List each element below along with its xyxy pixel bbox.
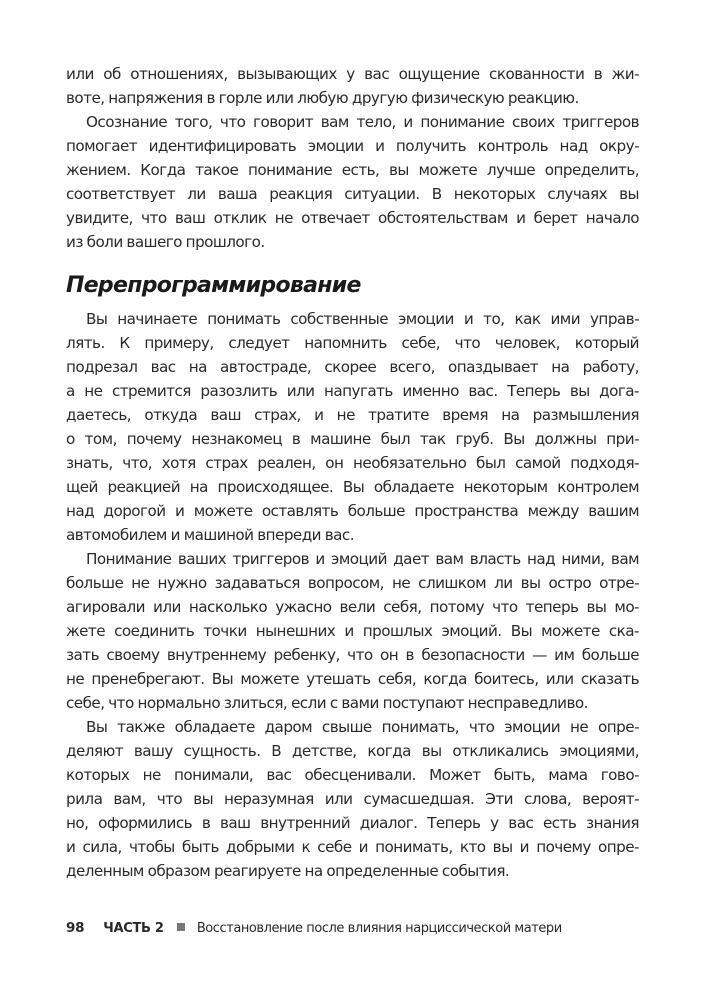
text-line: из боли вашего прошлого. [66,233,265,251]
text-line: агировали или насколько ужасно вели себя, потому что теперь вы мо- [66,598,639,616]
text-line: или об отношениях, вызывающих у вас ощущение скованности в жи- [66,65,639,83]
text-line: щей реакцией на происходящее. Вы обладаете некоторым контролем [66,478,639,496]
text-line: даетесь, откуда ваш страх, и не тратите время на размышления [66,406,639,424]
text-line: но, оформились в ваш внутренний диалог. Теперь у вас есть знания [66,814,639,832]
page-body [66,62,639,883]
text-line: рила вам, что вы неразумная или сумасшедшая. Эти слова, вероят- [66,790,639,808]
text-line: жете соединить точки нынешних и прошлых эмоций. Вы можете ска- [66,622,639,640]
text-line: знать, что, хотя страх реален, он необязательно был самой подходя- [66,454,639,472]
text-line: больше не нужно задаваться вопросом, не слишком ли вы остро отре- [66,574,639,592]
text-line: увидите, что ваш отклик не отвечает обстоятельствам и берет начало [66,209,639,227]
text-line: себе, что нормально злиться, если с вами поступают несправедливо. [66,694,588,712]
chapter-title: Восстановление после влияния нарциссической матери [196,921,562,936]
text-line: Понимание ваших триггеров и эмоций дает вам власть над ними, вам [86,550,639,568]
paragraph-4 [66,547,639,715]
section-heading: Перепрограммирование [66,273,361,298]
text-line: Вы также обладаете даром свыше понимать, что эмоции не опре- [86,718,639,736]
part-label: ЧАСТЬ 2 [103,921,164,936]
text-line: соответствует ли ваша реакция ситуации. В некоторых случаях вы [66,185,639,203]
text-line: которых не понимали, вас обесценивали. Может быть, мама гово- [66,766,639,784]
text-line: а не стремится разозлить или напугать именно вас. Теперь вы дога- [66,382,639,400]
text-line: Осознание того, что говорит вам тело, и понимание своих триггеров [86,113,639,131]
text-line: воте, напряжения в горле или любую другую физическую реакцию. [66,89,579,107]
text-line: автомобилем и машиной впереди вас. [66,526,355,544]
text-line: подрезал вас на автостраде, скорее всего, опаздывает на работу, [66,358,639,376]
page-number: 98 [66,920,85,936]
text-line: не пренебрегают. Вы можете утешать себя, когда боитесь, или сказать [66,670,639,688]
paragraph-1 [66,62,639,110]
text-line: деленным образом реагируете на определенные события. [66,862,510,880]
paragraph-2 [66,110,639,254]
text-line: деляют вашу сущность. В детстве, когда вы откликались эмоциями, [66,742,639,760]
text-line: лять. К примеру, следует напомнить себе, что человек, который [66,334,639,352]
text-line: зать своему внутреннему ребенку, что он в безопасности — им больше [66,646,639,664]
small-square-icon [177,923,185,931]
paragraph-3 [66,307,639,547]
text-line: над дорогой и можете оставлять больше пространства между вашим [66,502,639,520]
page-footer [66,917,639,937]
text-line: жением. Когда такое понимание есть, вы можете лучше определить, [66,161,639,179]
text-line: о том, почему незнакомец в машине был так груб. Вы должны при- [66,430,639,448]
text-line: и сила, чтобы быть добрыми к себе и понимать, кто вы и почему опре- [66,838,639,856]
paragraph-5 [66,715,639,883]
text-line: помогает идентифицировать эмоции и получить контроль над окру- [66,137,639,155]
text-line: Вы начинаете понимать собственные эмоции и то, как ими управ- [86,310,639,328]
